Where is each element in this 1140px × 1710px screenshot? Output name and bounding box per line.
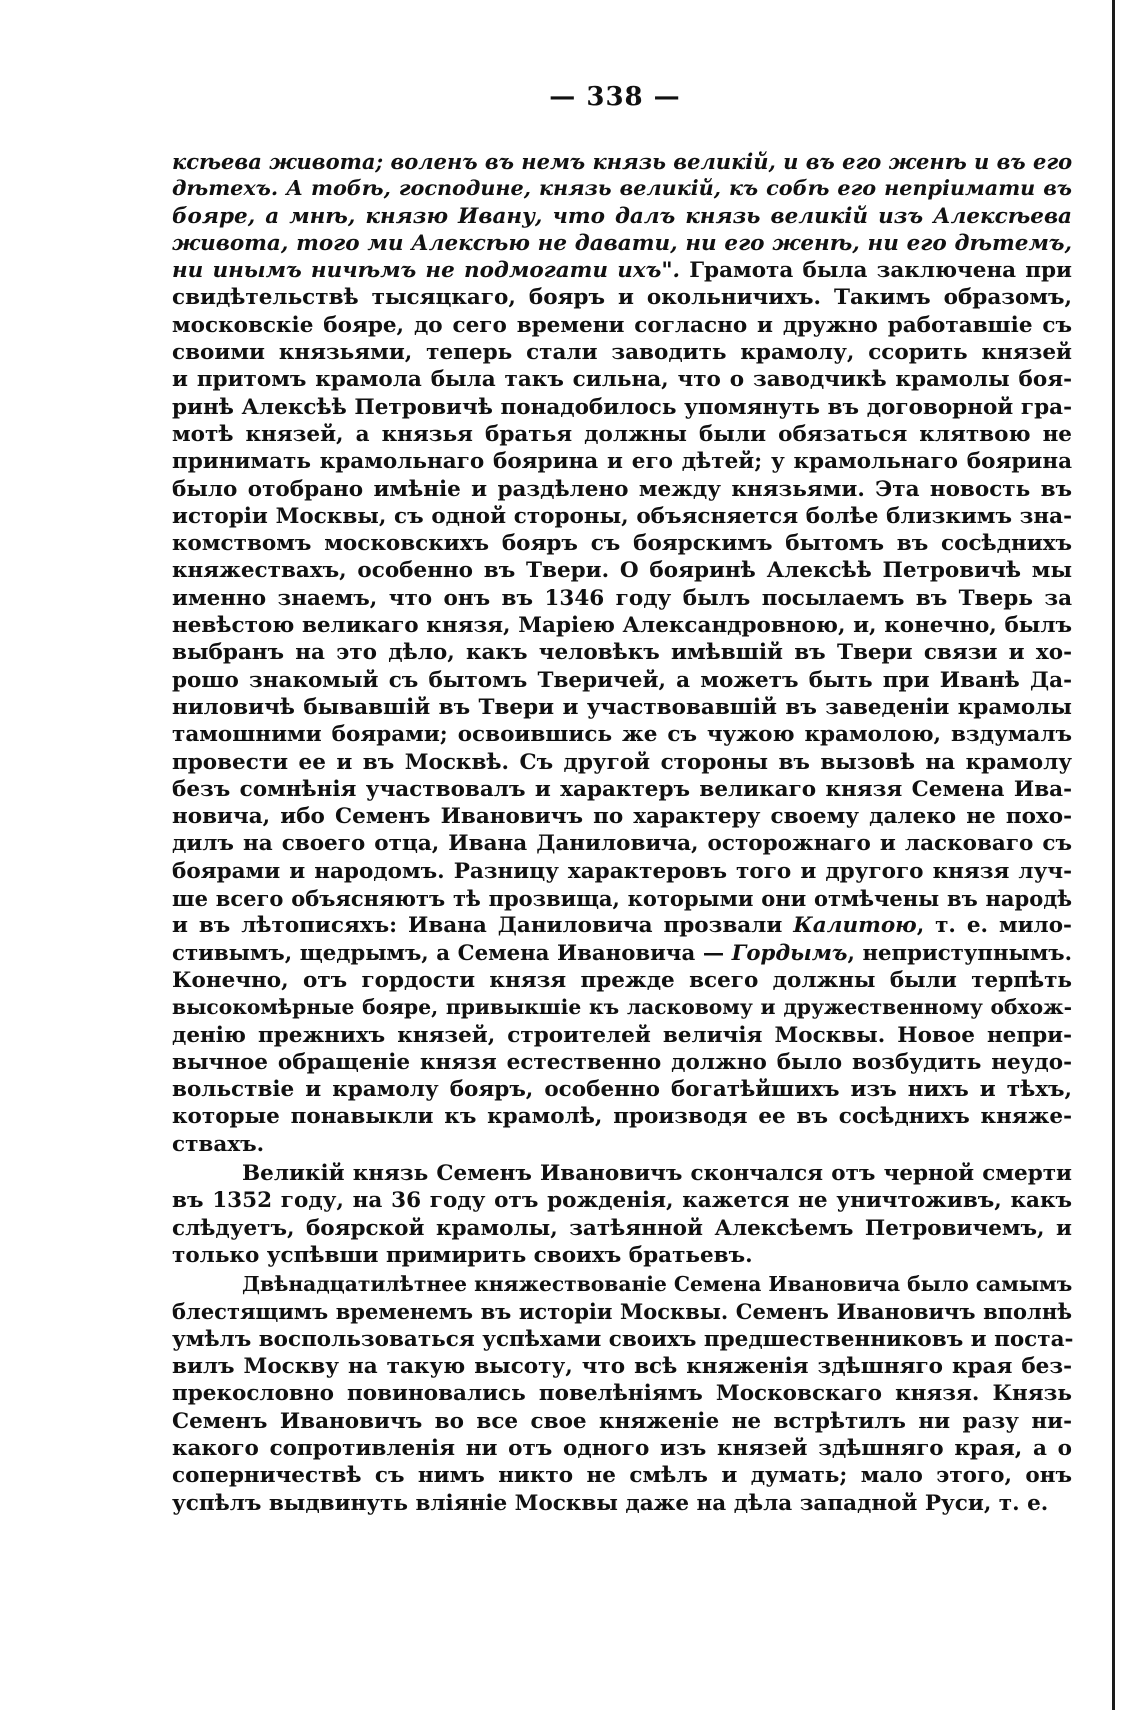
text-line: высокомѣрные бояре, привыкшіе къ ласковому и дружественному обхож- — [172, 995, 1072, 1020]
text-line: своими князьями, теперь стали заводить крамолу, ссорить князей — [172, 340, 1072, 366]
text-line: рошо знакомый съ бытомъ Тверичей, а можетъ быть при Иванѣ Да- — [172, 667, 1072, 693]
text-line: мотѣ князей, а князья братья должны были обязаться клятвою не — [172, 421, 1072, 447]
text-line: тамошними боярами; освоившись же съ чужою крамолою, вздумалъ — [172, 722, 1072, 748]
text-line: выбранъ на это дѣло, какъ человѣкъ имѣвшій въ Твери связи и хо- — [172, 640, 1072, 666]
text-line: вилъ Москву на такую высоту, что всѣ княженія здѣшняго края без- — [172, 1354, 1072, 1380]
text-line: княжествахъ, особенно въ Твери. О бояринѣ Алексѣѣ Петровичѣ мы — [172, 558, 1072, 584]
page-number: — 338 — — [549, 82, 681, 112]
text-line: новича, ибо Семенъ Ивановичъ по характеру своему далеко не похо- — [172, 804, 1072, 830]
text-line: дилъ на своего отца, Ивана Даниловича, осторожнаго и ласковаго съ — [172, 831, 1072, 857]
text-line: которые понавыкли къ крамолѣ, производя ее въ сосѣднихъ княже- — [172, 1104, 1072, 1130]
text-line: и въ лѣтописяхъ: Ивана Даниловича прозвали Калитою, т. е. мило- — [172, 913, 1072, 939]
text-line: было отобрано имѣніе и раздѣлено между князьями. Эта новость въ — [172, 476, 1072, 502]
text-line: стивымъ, щедрымъ, а Семена Ивановича — Гордымъ, неприступнымъ. — [172, 940, 1072, 966]
text-line: ни инымъ ничѣмъ не подмогати ихъ". Грамота была заключена при — [172, 258, 1073, 284]
text-line: успѣлъ выдвинуть вліяніе Москвы даже на дѣла западной Руси, т. е. — [172, 1490, 1049, 1516]
text-line: московскіе бояре, до сего времени согласно и дружно работавшіе съ — [172, 312, 1072, 338]
text-line: ниловичѣ бывавшій въ Твери и участвовавшій въ заведеніи крамолы — [172, 694, 1072, 720]
text-line: какого сопротивленія ни отъ одного изъ князей здѣшняго края, а о — [172, 1435, 1072, 1461]
text-line: ше всего объясняютъ тѣ прозвища, которыми они отмѣчены въ народѣ — [172, 886, 1072, 912]
text-line: ринѣ Алексѣѣ Петровичѣ понадобилось упомянуть въ договорной гра- — [172, 394, 1072, 420]
text-line — [172, 230, 1072, 257]
italic-quote: дѣтехъ. А тобѣ, господине, князь великій, къ собѣ его непріимати въ — [172, 176, 1072, 201]
text-line: соперничествѣ съ нимъ никто не смѣлъ и думать; мало этого, онъ — [172, 1463, 1072, 1489]
text-line: вычное обращеніе князя естественно должно было возбудить неудо- — [172, 1049, 1072, 1075]
text-line — [172, 148, 1072, 175]
text-line: слѣдуетъ, боярской крамолы, затѣянной Алексѣемъ Петровичемъ, и — [172, 1215, 1072, 1241]
text-line: блестящимъ временемъ въ исторіи Москвы. Семенъ Ивановичъ вполнѣ — [172, 1299, 1072, 1325]
text-line — [172, 203, 1072, 230]
text-line: ствахъ. — [172, 1131, 265, 1157]
paragraph — [172, 1160, 1072, 1269]
body-text — [172, 148, 1072, 1517]
text-line: умѣлъ воспользоваться успѣхами своихъ предшественниковъ и поста- — [172, 1326, 1074, 1352]
text-line: только успѣвши примирить своихъ братьевъ. — [172, 1242, 753, 1268]
text-line: Конечно, отъ гордости князя прежде всего должны были терпѣть — [172, 967, 1072, 993]
page-edge-line — [1112, 0, 1115, 1710]
italic-quote: ксѣева живота; воленъ въ немъ князь великій, и въ его женѣ и въ его — [172, 149, 1073, 174]
italic-quote: бояре, а мнѣ, князю Ивану, что далъ князь великій изъ Алексѣева — [172, 203, 1072, 229]
italic-word: Гордымъ — [731, 940, 848, 966]
text-line: денію прежнихъ князей, строителей величія Москвы. Новое непри- — [172, 1022, 1072, 1048]
italic-quote: живота, того ми Алексѣю не давати, ни его женѣ, ни его дѣтемъ, — [172, 230, 1072, 256]
text-line — [172, 175, 1072, 202]
text-line: Двѣнадцатилѣтнее княжествованіе Семена Ивановича было самымъ — [242, 1272, 1073, 1297]
text-line: и притомъ крамола была такъ сильна, что о заводчикѣ крамолы боя- — [172, 367, 1072, 393]
text-line: исторіи Москвы, съ одной стороны, объясняется болѣе близкимъ зна- — [172, 503, 1072, 529]
text-line: провести ее и въ Москвѣ. Съ другой стороны въ вызовѣ на крамолу — [172, 749, 1072, 775]
text-line: вольствіе и крамолу бояръ, особенно богатѣйшихъ изъ нихъ и тѣхъ, — [172, 1077, 1072, 1103]
text-line: въ 1352 году, на 36 году отъ рожденія, кажется не уничтоживъ, какъ — [172, 1188, 1072, 1214]
paragraph — [172, 1271, 1072, 1517]
text-line: безъ сомнѣнія участвовалъ и характеръ великаго князя Семена Ива- — [172, 776, 1072, 802]
italic-quote: ни инымъ ничѣмъ не подмогати ихъ". — [172, 258, 681, 284]
text-line: невѣстою великаго князя, Маріею Александровною, и, конечно, былъ — [172, 613, 1072, 639]
text-line: свидѣтельствѣ тысяцкаго, бояръ и окольничихъ. Такимъ образомъ, — [172, 285, 1072, 311]
text-line: Семенъ Ивановичъ во все свое княженіе не встрѣтилъ ни разу ни- — [172, 1408, 1072, 1434]
text-line: комствомъ московскихъ бояръ съ боярскимъ бытомъ въ сосѣднихъ — [172, 531, 1072, 557]
text-line: именно знаемъ, что онъ въ 1346 году былъ посылаемъ въ Тверь за — [172, 585, 1072, 611]
text-line: боярами и народомъ. Разницу характеровъ того и другого князя луч- — [172, 858, 1072, 884]
italic-word: Калитою — [793, 913, 917, 939]
text-line: принимать крамольнаго боярина и его дѣтей; у крамольнаго боярина — [172, 449, 1072, 475]
text-line: Великій князь Семенъ Ивановичъ скончался отъ черной смерти — [242, 1160, 1072, 1186]
paragraph — [172, 148, 1072, 1158]
text-line: прекословно повиновались повелѣніямъ Московскаго князя. Князь — [172, 1381, 1072, 1407]
